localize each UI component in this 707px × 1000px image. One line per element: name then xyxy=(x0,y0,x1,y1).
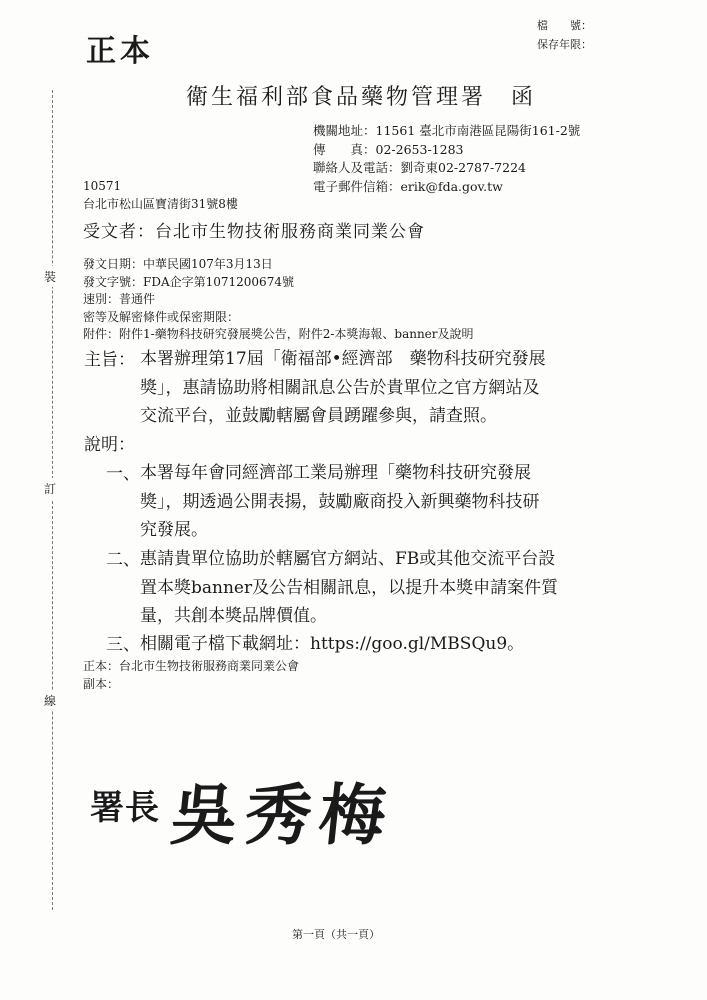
subject-line: 本署辦理第17屆「衛福部•經濟部 藥物科技研究發展 xyxy=(140,349,546,369)
agency-contact-block xyxy=(313,122,580,196)
subject-line: 獎」，惠請協助將相關訊息公告於貴單位之官方網站及 xyxy=(140,377,540,398)
signatory-name: 吳秀梅 xyxy=(167,776,398,854)
binding-mark: 線 xyxy=(44,690,56,711)
explanation-item-number: 一、 xyxy=(106,464,140,484)
original-recipient: 正本：台北市生物技術服務商業同業公會 xyxy=(83,659,300,673)
explanation-line: 惠請貴單位協助於轄屬官方網站、FB或其他交流平台設 xyxy=(140,549,556,569)
binding-mark: 裝 xyxy=(44,266,56,287)
explanation-item-number: 三、 xyxy=(106,635,140,655)
explanation-line: 量，共創本獎品牌價值。 xyxy=(140,606,327,626)
explanation-item-3 xyxy=(140,630,524,659)
signatory-title: 署長 xyxy=(90,788,160,828)
retention-period-label: 保存年限： xyxy=(537,38,592,51)
issue-date: 發文日期：中華民國107年3月13日 xyxy=(83,257,273,271)
explanation-line: 置本獎banner及公告相關訊息，以提升本獎申請案件質 xyxy=(140,577,559,598)
subject-line: 交流平台，並鼓勵轄屬會員踴躍參與，請查照。 xyxy=(140,406,497,426)
distribution-list xyxy=(83,657,299,693)
binding-mark: 訂 xyxy=(44,478,56,499)
document-meta xyxy=(83,256,474,344)
explanation-label: 說明： xyxy=(84,435,135,455)
recipient-zip: 10571 xyxy=(83,179,122,193)
explanation-item-1 xyxy=(140,459,540,545)
explanation-item-2 xyxy=(140,545,558,631)
explanation-line: 究發展。 xyxy=(140,520,208,540)
binding-line xyxy=(52,90,53,910)
document-number: 發文字號：FDA企字第1071200674號 xyxy=(83,274,294,289)
secrecy-level: 密等及解密條件或保密期限： xyxy=(83,309,240,324)
explanation-line: 相關電子檔下載網址：https://goo.gl/MBSQu9。 xyxy=(140,634,525,654)
agency-address: 機關地址：11561 臺北市南港區昆陽街161-2號 xyxy=(313,123,581,138)
original-copy-stamp: 正本 xyxy=(86,34,154,69)
attachments: 附件：附件1-藥物科技研究發展獎公告，附件2-本獎海報、banner及說明 xyxy=(83,327,474,341)
recipient-line: 受文者：台北市生物技術服務商業同業公會 xyxy=(83,222,425,242)
subject-body xyxy=(140,345,620,431)
page-footer: 第一頁（共一頁） xyxy=(292,928,380,941)
archive-number-label: 檔 號： xyxy=(537,19,592,32)
document-title: 衛生福利部食品藥物管理署 函 xyxy=(186,85,537,110)
contact-person: 聯絡人及電話：劉奇東02-2787-7224 xyxy=(313,160,526,175)
explanation-line: 本署每年會同經濟部工業局辦理「藥物科技研究發展 xyxy=(140,463,531,483)
delivery-speed: 速別：普通件 xyxy=(83,292,156,306)
archive-info xyxy=(537,16,592,54)
subject-label: 主旨： xyxy=(84,350,135,370)
contact-email: 電子郵件信箱：erik@fda.gov.tw xyxy=(313,178,503,194)
explanation-line: 獎」，期透過公開表揚，鼓勵廠商投入新興藥物科技研 xyxy=(140,491,540,512)
copy-recipient: 副本： xyxy=(83,677,120,691)
recipient-address: 台北市松山區寶清街31號8樓 xyxy=(83,197,238,211)
agency-fax: 傳 真：02-2653-1283 xyxy=(313,141,464,157)
explanation-item-number: 二、 xyxy=(106,550,140,570)
